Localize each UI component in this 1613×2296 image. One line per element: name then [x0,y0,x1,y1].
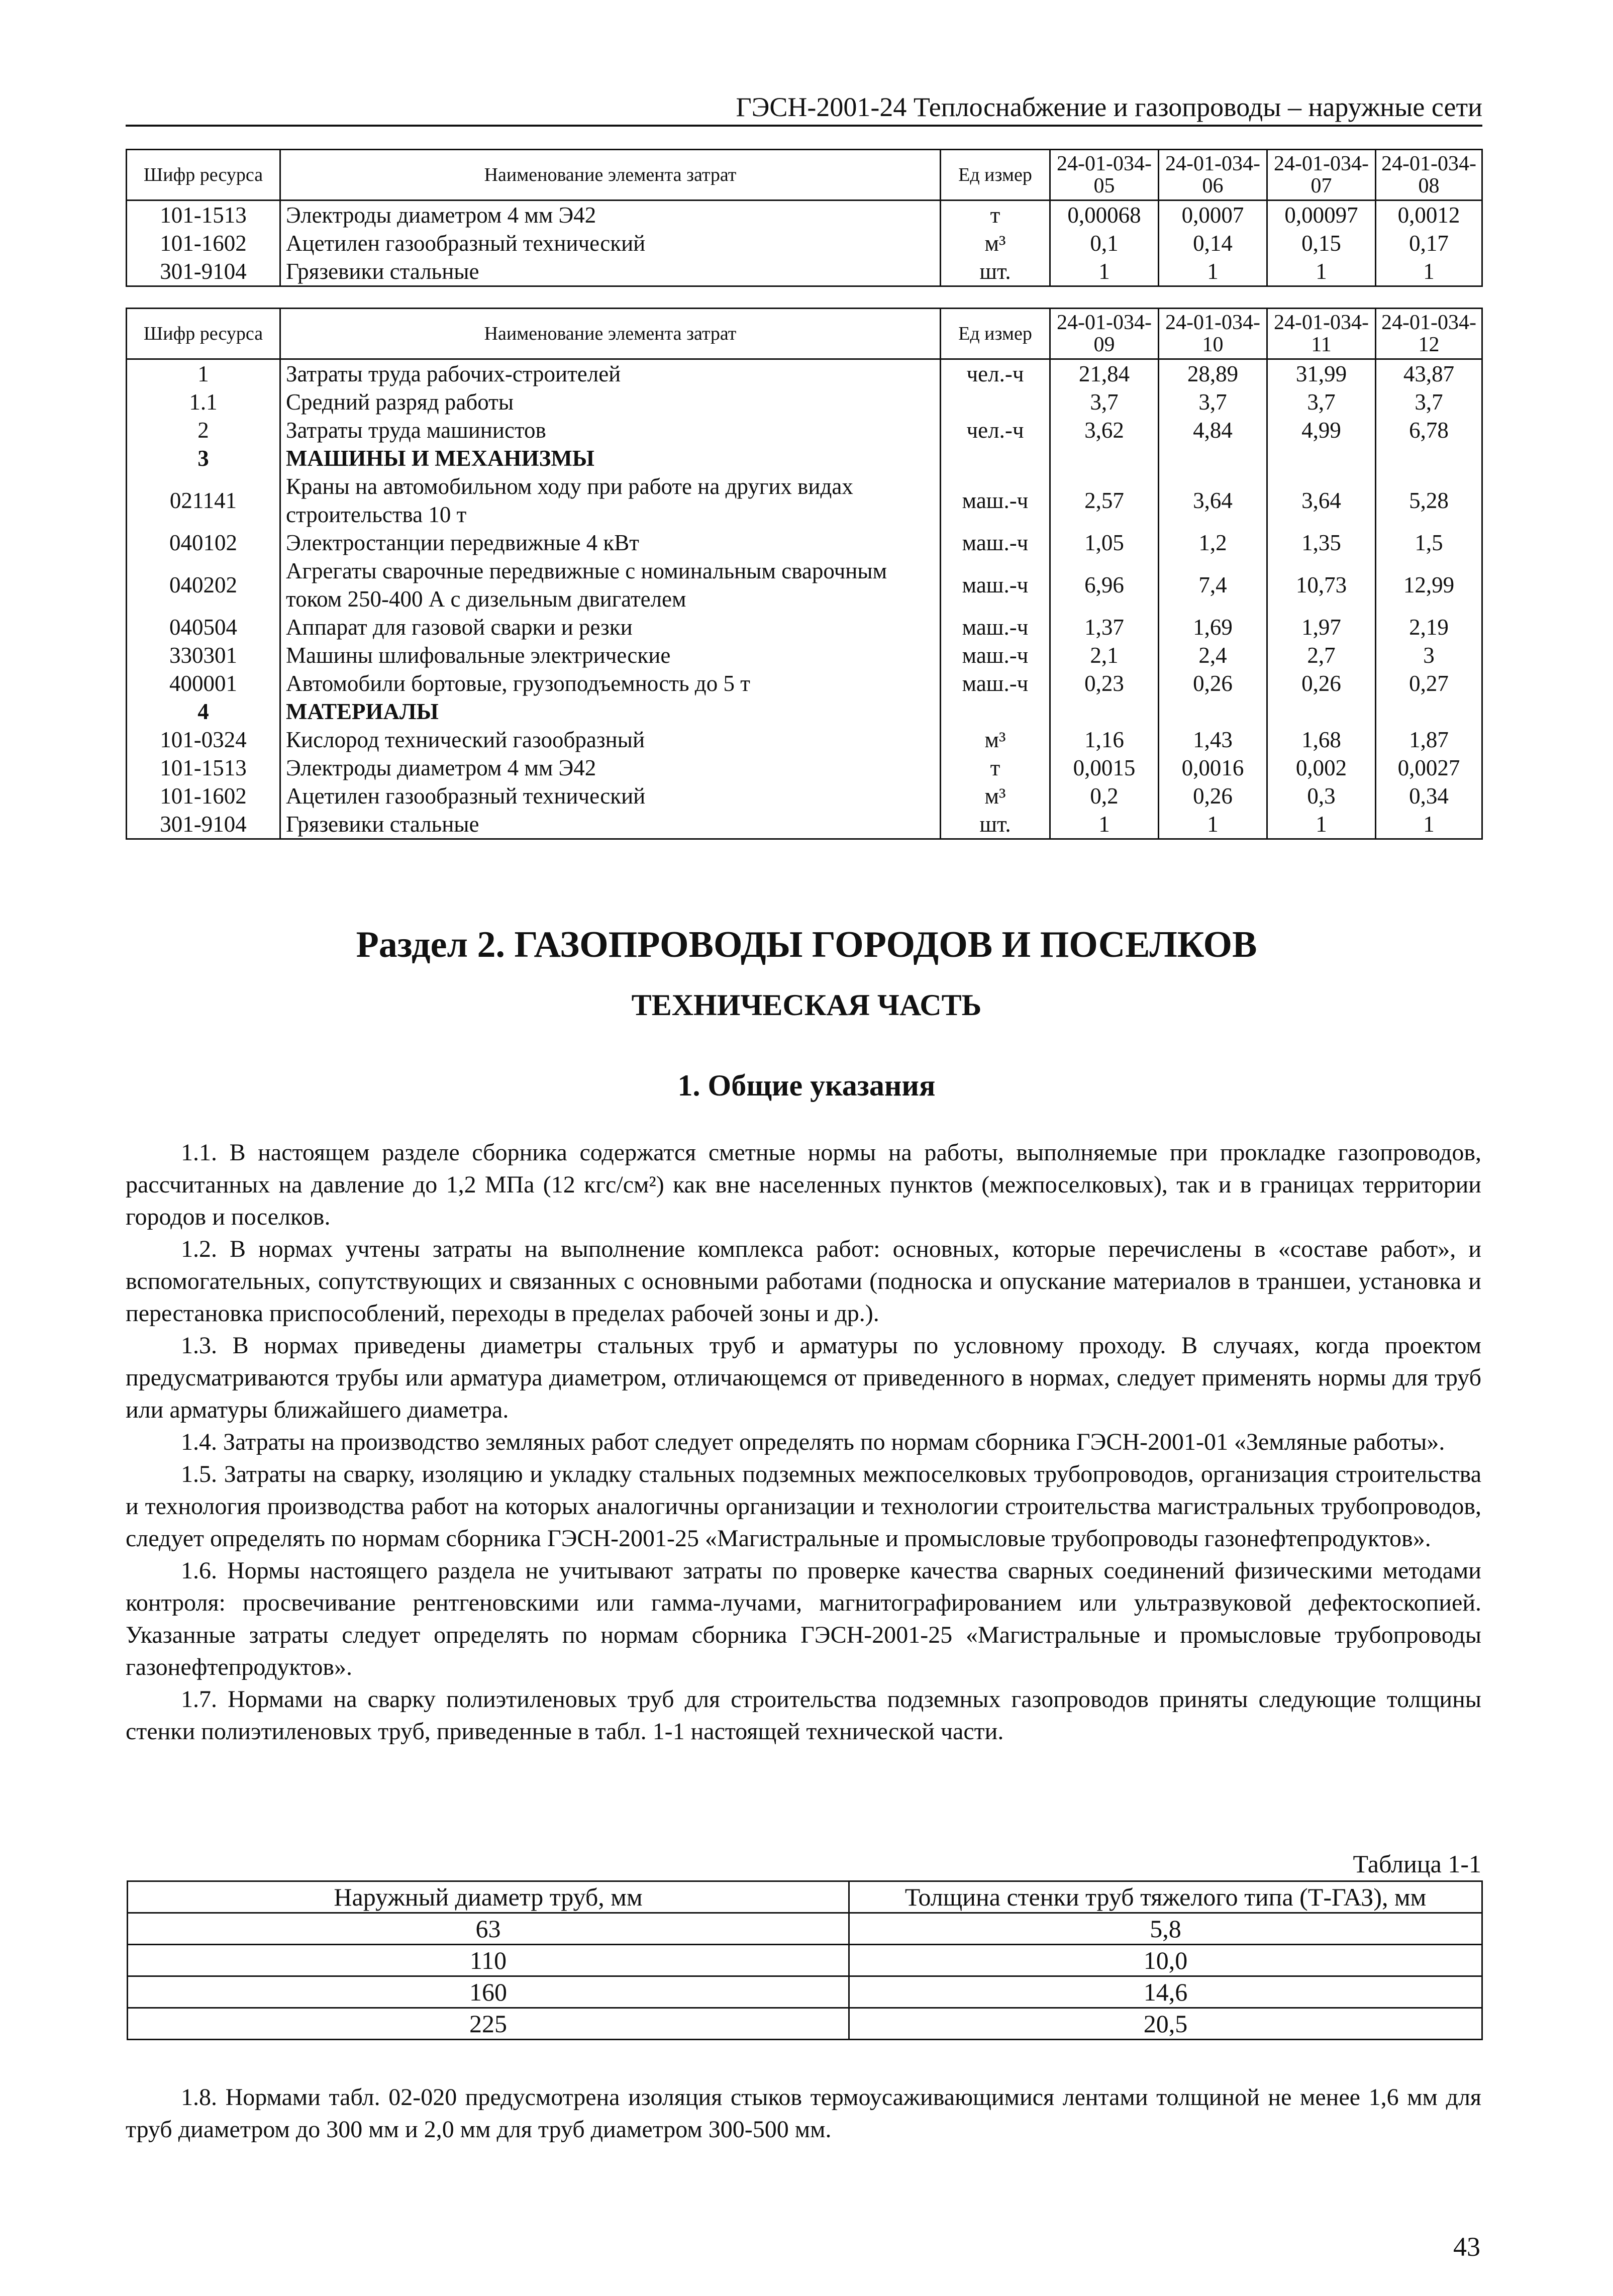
cell-unit: м³ [941,726,1050,754]
cell-value: 2,4 [1159,641,1267,669]
cell-name: Затраты труда рабочих-строителей [280,359,941,388]
cell-diameter: 160 [128,1976,849,2008]
cell-name: Грязевики стальные [280,810,941,839]
cell-name: Кислород технический газообразный [280,726,941,754]
cell-name: МАТЕРИАЛЫ [280,697,941,726]
cell-code: 330301 [127,641,280,669]
table-row [127,669,1482,697]
cell-unit: м³ [941,229,1050,257]
cell-value: 0,0012 [1376,201,1482,230]
cell-code: 101-0324 [127,726,280,754]
header-col-3: 24-01-034-11 [1267,309,1376,359]
cell-name: Ацетилен газообразный технический [280,782,941,810]
cell-value [1376,444,1482,472]
cell-value: 2,1 [1050,641,1159,669]
cell-value: 0,17 [1376,229,1482,257]
cell-value: 1 [1050,257,1159,286]
cell-thickness: 10,0 [849,1945,1482,1976]
cell-unit: маш.-ч [941,669,1050,697]
cell-code: 101-1513 [127,754,280,782]
section-title: Раздел 2. ГАЗОПРОВОДЫ ГОРОДОВ И ПОСЕЛКОВ [356,924,1257,965]
cell-value: 43,87 [1376,359,1482,388]
cell-value: 1 [1376,810,1482,839]
cell-value: 0,0027 [1376,754,1482,782]
cell-value: 1,97 [1267,613,1376,641]
cell-code: 1 [127,359,280,388]
cell-code: 101-1602 [127,229,280,257]
cell-value: 6,96 [1050,557,1159,613]
cell-value: 0,14 [1159,229,1267,257]
cell-value: 0,27 [1376,669,1482,697]
cell-value: 0,26 [1267,669,1376,697]
cell-value: 2,19 [1376,613,1482,641]
cell-name: Затраты труда машинистов [280,416,941,444]
paragraph-1-5: 1.5. Затраты на сварку, изоляцию и укладку стальных подземных межпоселковых трубопроводов, организация строительства и технология производства работ на которых аналогичны организации и технологии строительства магистральных трубопроводов, следует определять по нормам сборника ГЭСН-2001-25 «Магистральные и промысловые трубопроводы газонефтепродуктов». [126,1461,1481,1552]
cell-value: 3 [1376,641,1482,669]
cell-value [1376,697,1482,726]
running-header-title: ГЭСН-2001-24 Теплоснабжение и газопроводы – наружные сети [736,92,1482,122]
cell-name: МАШИНЫ И МЕХАНИЗМЫ [280,444,941,472]
cell-value: 3,64 [1267,472,1376,529]
cell-value: 2,7 [1267,641,1376,669]
table-row [128,1945,1482,1976]
running-header [126,89,1482,127]
cell-code: 101-1602 [127,782,280,810]
cell-value: 3,7 [1159,388,1267,416]
paragraph-1-8: 1.8. Нормами табл. 02-020 предусмотрена изоляция стыков термоусаживающимися лентами толщиной не менее 1,6 мм для труб диаметром до 300 мм и 2,0 мм для труб диаметром 300-500 мм. [126,2084,1481,2143]
cell-value: 1,05 [1050,529,1159,557]
cell-value [1267,697,1376,726]
cell-value: 3,64 [1159,472,1267,529]
cell-code: 040102 [127,529,280,557]
cell-code: 040504 [127,613,280,641]
table-row [127,810,1482,839]
table-row [127,697,1482,726]
cell-name: Аппарат для газовой сварки и резки [280,613,941,641]
cell-value: 6,78 [1376,416,1482,444]
cell-value: 0,1 [1050,229,1159,257]
cell-value: 0,26 [1159,669,1267,697]
cell-value: 28,89 [1159,359,1267,388]
cell-value: 0,0007 [1159,201,1267,230]
cell-unit: чел.-ч [941,359,1050,388]
cell-name: Машины шлифовальные электрические [280,641,941,669]
header-col-1: 24-01-034-05 [1050,150,1159,201]
resource-table-2 [126,308,1483,840]
general-instructions-title: 1. Общие указания [677,1069,936,1102]
table-row [127,782,1482,810]
cell-code: 301-9104 [127,810,280,839]
header-name: Наименование элемента затрат [280,150,941,201]
cell-name: Электростанции передвижные 4 кВт [280,529,941,557]
paragraph-1-2: 1.2. В нормах учтены затраты на выполнение комплекса работ: основных, которые перечислены в «составе работ», и вспомогательных, сопутствующих и связанных с основными работами (подноска и опускание материалов в траншеи, установка и перестановка приспособлений, переходы в пределах рабочей зоны и др.). [126,1236,1481,1327]
general-instructions-text [126,1137,1481,1748]
header-col-2: 24-01-034-06 [1159,150,1267,201]
paragraph-1-8-block [126,2081,1481,2146]
table-row [127,229,1482,257]
table-row [127,388,1482,416]
table-row [127,257,1482,286]
cell-value: 4,84 [1159,416,1267,444]
cell-name: Электроды диаметром 4 мм Э42 [280,754,941,782]
cell-value: 3,7 [1376,388,1482,416]
paragraph-1-6: 1.6. Нормы настоящего раздела не учитывают затраты по проверке качества сварных соединений физическими методами контроля: просвечивание рентгеновскими или гамма-лучами, магнитографированием или ультразвуковой дефектоскопией. Указанные затраты следует определять по нормам сборника ГЭСН-2001-25 «Магистральные и промысловые трубопроводы газонефтепродуктов». [126,1557,1481,1680]
cell-thickness: 20,5 [849,2008,1482,2040]
cell-value [1267,444,1376,472]
cell-value [1050,444,1159,472]
table-row [128,1913,1482,1945]
cell-value: 1 [1376,257,1482,286]
cell-unit: т [941,754,1050,782]
cell-diameter: 110 [128,1945,849,1976]
cell-value: 3,62 [1050,416,1159,444]
cell-value: 4,99 [1267,416,1376,444]
cell-unit: м³ [941,782,1050,810]
cell-value: 0,00097 [1267,201,1376,230]
table-row [127,444,1482,472]
cell-unit: чел.-ч [941,416,1050,444]
paragraph-1-3: 1.3. В нормах приведены диаметры стальных труб и арматуры по условному проходу. В случаях, когда проектом предусматриваются трубы или арматура диаметром, отличающемся от приведенного в нормах, следует применять нормы для труб или арматуры ближайшего диаметра. [126,1332,1481,1423]
cell-unit: маш.-ч [941,613,1050,641]
cell-value: 7,4 [1159,557,1267,613]
cell-value: 0,34 [1376,782,1482,810]
table-header-row [128,1881,1482,1913]
cell-value: 0,00068 [1050,201,1159,230]
header-col-2: 24-01-034-10 [1159,309,1267,359]
table-row [127,754,1482,782]
table-row [127,557,1482,613]
cell-value: 0,15 [1267,229,1376,257]
header-diameter: Наружный диаметр труб, мм [128,1881,849,1913]
paragraph-1-1: 1.1. В настоящем разделе сборника содержатся сметные нормы на работы, выполняемые при прокладке газопроводов, рассчитанных на давление до 1,2 МПа (12 кгс/см²) как вне населенных пунктов (межпоселковых), так и в границах территории городов и поселков. [126,1139,1481,1230]
cell-value: 0,0015 [1050,754,1159,782]
cell-diameter: 63 [128,1913,849,1945]
cell-value: 0,2 [1050,782,1159,810]
table-row [127,613,1482,641]
cell-value: 1,5 [1376,529,1482,557]
cell-name: Грязевики стальные [280,257,941,286]
cell-code: 2 [127,416,280,444]
cell-code: 101-1513 [127,201,280,230]
header-name: Наименование элемента затрат [280,309,941,359]
cell-value: 3,7 [1050,388,1159,416]
table-row [127,201,1482,230]
header-col-4: 24-01-034-08 [1376,150,1482,201]
table-1-1 [127,1880,1483,2040]
paragraph-1-4: 1.4. Затраты на производство земляных работ следует определять по нормам сборника ГЭСН-2001-01 «Земляные работы». [181,1429,1445,1455]
cell-value: 1,35 [1267,529,1376,557]
cell-code: 4 [127,697,280,726]
cell-value: 0,23 [1050,669,1159,697]
cell-diameter: 225 [128,2008,849,2040]
cell-value: 2,57 [1050,472,1159,529]
table-1-1-caption: Таблица 1-1 [1353,1850,1481,1878]
table-row [127,726,1482,754]
table-header-row [127,309,1482,359]
header-unit: Ед измер [941,309,1050,359]
cell-code: 301-9104 [127,257,280,286]
cell-value: 3,7 [1267,388,1376,416]
cell-code: 3 [127,444,280,472]
cell-value: 1,2 [1159,529,1267,557]
cell-value: 1,43 [1159,726,1267,754]
table-row [127,641,1482,669]
cell-unit: маш.-ч [941,557,1050,613]
cell-unit [941,697,1050,726]
cell-value: 1 [1159,810,1267,839]
cell-code: 040202 [127,557,280,613]
header-wall-thickness: Толщина стенки труб тяжелого типа (Т-ГАЗ), мм [849,1881,1482,1913]
cell-name: Средний разряд работы [280,388,941,416]
cell-unit: маш.-ч [941,472,1050,529]
header-col-4: 24-01-034-12 [1376,309,1482,359]
header-code: Шифр ресурса [127,150,280,201]
page-number: 43 [1453,2232,1480,2262]
cell-name: Агрегаты сварочные передвижные с номинальным сварочным током 250-400 А с дизельным двигателем [280,557,941,613]
header-col-1: 24-01-034-09 [1050,309,1159,359]
cell-unit: маш.-ч [941,529,1050,557]
cell-value: 0,26 [1159,782,1267,810]
cell-value: 1,37 [1050,613,1159,641]
cell-value [1159,697,1267,726]
cell-name: Краны на автомобильном ходу при работе на других видах строительства 10 т [280,472,941,529]
cell-unit: маш.-ч [941,641,1050,669]
cell-code: 1.1 [127,388,280,416]
cell-unit: шт. [941,810,1050,839]
cell-unit [941,388,1050,416]
table-row [127,529,1482,557]
section-subtitle: ТЕХНИЧЕСКАЯ ЧАСТЬ [631,988,982,1022]
resource-table-1 [126,149,1483,287]
cell-value: 0,0016 [1159,754,1267,782]
header-code: Шифр ресурса [127,309,280,359]
cell-name: Ацетилен газообразный технический [280,229,941,257]
cell-value [1159,444,1267,472]
cell-code: 021141 [127,472,280,529]
cell-name: Электроды диаметром 4 мм Э42 [280,201,941,230]
cell-thickness: 14,6 [849,1976,1482,2008]
cell-value: 12,99 [1376,557,1482,613]
cell-thickness: 5,8 [849,1913,1482,1945]
cell-value: 1 [1159,257,1267,286]
paragraph-1-7: 1.7. Нормами на сварку полиэтиленовых труб для строительства подземных газопроводов приняты следующие толщины стенки полиэтиленовых труб, приведенные в табл. 1-1 настоящей технической части. [126,1686,1481,1745]
cell-value: 0,3 [1267,782,1376,810]
cell-value [1050,697,1159,726]
header-unit: Ед измер [941,150,1050,201]
cell-value: 1,16 [1050,726,1159,754]
table-row [128,1976,1482,2008]
cell-value: 1 [1267,810,1376,839]
cell-value: 31,99 [1267,359,1376,388]
table-row [127,359,1482,388]
cell-value: 0,002 [1267,754,1376,782]
header-col-3: 24-01-034-07 [1267,150,1376,201]
cell-value: 1 [1050,810,1159,839]
cell-value: 21,84 [1050,359,1159,388]
cell-value: 5,28 [1376,472,1482,529]
cell-value: 1,68 [1267,726,1376,754]
cell-name: Автомобили бортовые, грузоподъемность до 5 т [280,669,941,697]
cell-value: 1,87 [1376,726,1482,754]
cell-unit: шт. [941,257,1050,286]
cell-value: 10,73 [1267,557,1376,613]
table-row [127,416,1482,444]
cell-value: 1 [1267,257,1376,286]
table-row [128,2008,1482,2040]
cell-value: 1,69 [1159,613,1267,641]
table-header-row [127,150,1482,201]
cell-unit: т [941,201,1050,230]
cell-unit [941,444,1050,472]
cell-code: 400001 [127,669,280,697]
table-row [127,472,1482,529]
